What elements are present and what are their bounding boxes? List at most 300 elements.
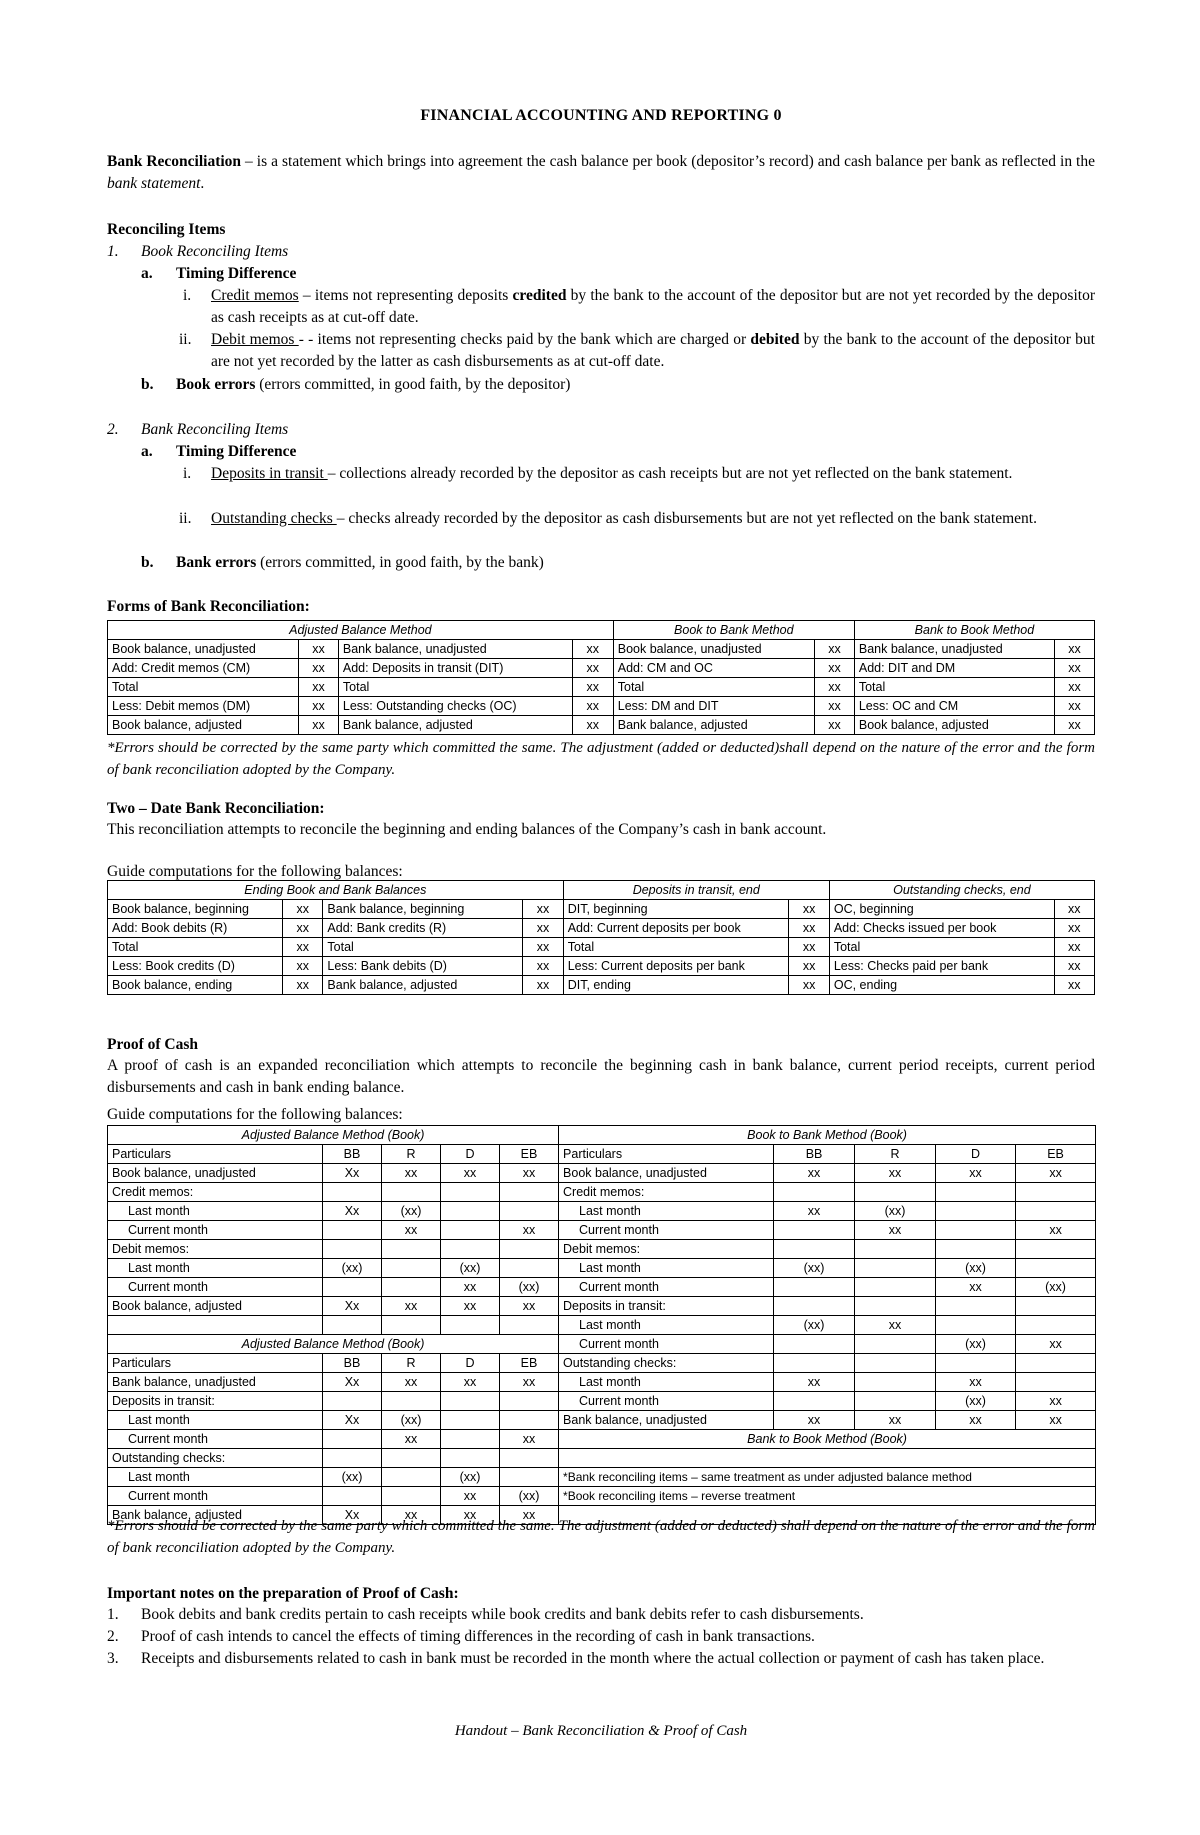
- amount-cell: xx: [1054, 938, 1094, 957]
- amount-cell: R: [382, 1354, 441, 1373]
- amount-cell: [441, 1202, 500, 1221]
- forms-row: [108, 659, 1095, 678]
- amount-cell: [500, 1468, 559, 1487]
- amount-cell: xx: [1055, 659, 1095, 678]
- amount-cell: (xx): [441, 1468, 500, 1487]
- proof-row: [108, 1430, 1096, 1449]
- amount-cell: [936, 1354, 1016, 1373]
- label-cell: Bank balance, adjusted: [613, 716, 814, 735]
- amount-cell: xx: [500, 1221, 559, 1240]
- amount-cell: xx: [815, 678, 855, 697]
- label-cell: Book balance, unadjusted: [108, 640, 299, 659]
- amount-cell: [1016, 1373, 1096, 1392]
- proof-note-cell: *Bank reconciling items – same treatment as under adjusted balance method: [559, 1468, 1096, 1487]
- amount-cell: [936, 1240, 1016, 1259]
- page-title: FINANCIAL ACCOUNTING AND REPORTING 0: [420, 107, 782, 124]
- amount-cell: xx: [441, 1506, 500, 1525]
- debit-bold: debited: [750, 331, 800, 348]
- two-date-row: [108, 900, 1095, 919]
- amount-cell: xx: [299, 659, 339, 678]
- amount-cell: [936, 1221, 1016, 1240]
- forms-heading: Forms of Bank Reconciliation:: [107, 598, 310, 615]
- label-cell: Less: Current deposits per bank: [563, 957, 789, 976]
- label-cell: Bank balance, unadjusted: [854, 640, 1054, 659]
- amount-cell: xx: [1054, 957, 1094, 976]
- amount-cell: xx: [500, 1297, 559, 1316]
- amount-cell: xx: [774, 1164, 855, 1183]
- label-cell: Less: Debit memos (DM): [108, 697, 299, 716]
- amount-cell: [323, 1221, 382, 1240]
- proof-row: [108, 1259, 1096, 1278]
- amount-cell: xx: [299, 697, 339, 716]
- amount-cell: xx: [299, 716, 339, 735]
- page-footer: Handout – Bank Reconciliation & Proof of Cash: [454, 1723, 748, 1739]
- label-cell: Total: [108, 678, 299, 697]
- label-cell: Less: Checks paid per bank: [829, 957, 1054, 976]
- amount-cell: [1016, 1202, 1096, 1221]
- amount-cell: [382, 1487, 441, 1506]
- amount-cell: xx: [382, 1297, 441, 1316]
- book-errors-letter: b.: [141, 376, 154, 393]
- deposits-in-transit-item: [211, 463, 1095, 485]
- amount-cell: xx: [774, 1411, 855, 1430]
- bank-errors-label: Bank errors: [176, 554, 257, 571]
- amount-cell: Xx: [323, 1411, 382, 1430]
- label-cell: Less: Book credits (D): [108, 957, 283, 976]
- label-cell: Add: Deposits in transit (DIT): [338, 659, 572, 678]
- label-cell: Bank balance, unadjusted: [338, 640, 572, 659]
- outstanding-checks-item: [211, 508, 1095, 530]
- label-cell: Bank balance, beginning: [323, 900, 523, 919]
- amount-cell: [855, 1392, 936, 1411]
- amount-cell: xx: [441, 1373, 500, 1392]
- amount-cell: [1016, 1297, 1096, 1316]
- label-cell: Book balance, unadjusted: [613, 640, 814, 659]
- particulars-cell: Last month: [108, 1259, 323, 1278]
- amount-cell: xx: [382, 1221, 441, 1240]
- two-date-header: Ending Book and Bank Balances: [108, 881, 564, 900]
- bank-num: 2.: [107, 421, 119, 438]
- particulars-cell: Last month: [559, 1202, 774, 1221]
- label-cell: DIT, beginning: [563, 900, 789, 919]
- amount-cell: [1016, 1354, 1096, 1373]
- amount-cell: xx: [572, 659, 613, 678]
- amount-cell: [774, 1221, 855, 1240]
- label-cell: Total: [854, 678, 1054, 697]
- label-cell: Add: Book debits (R): [108, 919, 283, 938]
- book-label: Book Reconciling Items: [141, 243, 289, 260]
- particulars-cell: Deposits in transit:: [559, 1297, 774, 1316]
- amount-cell: xx: [1055, 678, 1095, 697]
- amount-cell: [500, 1183, 559, 1202]
- proof-row: [108, 1468, 1096, 1487]
- two-date-row: [108, 957, 1095, 976]
- proof-header-right: Book to Bank Method (Book): [559, 1126, 1096, 1145]
- particulars-cell: Book balance, adjusted: [108, 1297, 323, 1316]
- two-date-heading: Two – Date Bank Reconciliation:: [107, 800, 325, 817]
- amount-cell: [382, 1392, 441, 1411]
- amount-cell: EB: [500, 1354, 559, 1373]
- amount-cell: xx: [774, 1373, 855, 1392]
- amount-cell: Xx: [323, 1373, 382, 1392]
- amount-cell: xx: [936, 1278, 1016, 1297]
- amount-cell: R: [855, 1145, 936, 1164]
- two-date-text: This reconciliation attempts to reconcile the beginning and ending balances of the Company’s cash in bank account.: [107, 821, 827, 838]
- amount-cell: (xx): [441, 1259, 500, 1278]
- particulars-cell: Book balance, unadjusted: [559, 1164, 774, 1183]
- amount-cell: xx: [523, 976, 563, 995]
- label-cell: Bank balance, adjusted: [323, 976, 523, 995]
- intro-text: – is a statement which brings into agreement the cash balance per book (depositor’s record) and cash balance per bank as reflected in the: [241, 153, 1095, 170]
- particulars-cell: Bank balance, adjusted: [108, 1506, 323, 1525]
- debit-num: ii.: [179, 331, 192, 348]
- intro-end: .: [200, 175, 205, 192]
- amount-cell: xx: [572, 678, 613, 697]
- amount-cell: xx: [1054, 900, 1094, 919]
- label-cell: Total: [338, 678, 572, 697]
- forms-table: [107, 620, 1095, 735]
- amount-cell: xx: [299, 678, 339, 697]
- amount-cell: xx: [283, 900, 323, 919]
- proof-header-left: Adjusted Balance Method (Book): [108, 1335, 559, 1354]
- amount-cell: xx: [936, 1373, 1016, 1392]
- amount-cell: xx: [523, 919, 563, 938]
- amount-cell: [774, 1183, 855, 1202]
- note-text: Book debits and bank credits pertain to cash receipts while book credits and bank debits refer to cash disbursements.: [141, 1606, 864, 1623]
- proof-guide: Guide computations for the following balances:: [107, 1106, 403, 1123]
- oc-text: – checks already recorded by the depositor as cash disbursements but are not yet reflected on the bank statement.: [336, 510, 1037, 527]
- amount-cell: xx: [283, 938, 323, 957]
- amount-cell: [855, 1297, 936, 1316]
- forms-header: Adjusted Balance Method: [108, 621, 614, 640]
- label-cell: Add: Credit memos (CM): [108, 659, 299, 678]
- particulars-cell: Particulars: [108, 1145, 323, 1164]
- amount-cell: [855, 1373, 936, 1392]
- particulars-cell: [108, 1316, 323, 1335]
- label-cell: Book balance, beginning: [108, 900, 283, 919]
- forms-header: Bank to Book Method: [854, 621, 1094, 640]
- amount-cell: xx: [789, 900, 829, 919]
- two-date-guide: Guide computations for the following balances:: [107, 863, 403, 880]
- bank-label: Bank Reconciling Items: [141, 421, 289, 438]
- intro-paragraph: [107, 151, 1095, 195]
- amount-cell: xx: [382, 1373, 441, 1392]
- note-text: Receipts and disbursements related to cash in bank must be recorded in the month where the actual collection or payment of cash has taken place.: [141, 1650, 1045, 1667]
- book-errors-label: Book errors: [176, 376, 256, 393]
- two-date-row: [108, 919, 1095, 938]
- forms-row: [108, 716, 1095, 735]
- amount-cell: [500, 1259, 559, 1278]
- bank-errors-letter: b.: [141, 554, 154, 571]
- amount-cell: [441, 1221, 500, 1240]
- note-number: 1.: [107, 1606, 119, 1623]
- amount-cell: [936, 1316, 1016, 1335]
- credit-bold: credited: [512, 287, 567, 304]
- label-cell: Add: Current deposits per book: [563, 919, 789, 938]
- particulars-cell: Last month: [108, 1411, 323, 1430]
- amount-cell: [1016, 1259, 1096, 1278]
- amount-cell: xx: [1055, 697, 1095, 716]
- amount-cell: xx: [789, 976, 829, 995]
- label-cell: Less: OC and CM: [854, 697, 1054, 716]
- amount-cell: BB: [774, 1145, 855, 1164]
- amount-cell: [382, 1449, 441, 1468]
- amount-cell: [323, 1278, 382, 1297]
- particulars-cell: Particulars: [108, 1354, 323, 1373]
- debit-memos-item: [211, 329, 1095, 373]
- book-timing-label: Timing Difference: [176, 265, 297, 282]
- amount-cell: xx: [1016, 1335, 1096, 1354]
- amount-cell: [323, 1240, 382, 1259]
- proof-row: [108, 1240, 1096, 1259]
- label-cell: Less: Bank debits (D): [323, 957, 523, 976]
- proof-row: [108, 1373, 1096, 1392]
- two-date-row: [108, 976, 1095, 995]
- oc-term: Outstanding checks: [211, 510, 337, 527]
- amount-cell: xx: [500, 1373, 559, 1392]
- proof-row: [108, 1297, 1096, 1316]
- amount-cell: [500, 1411, 559, 1430]
- label-cell: Bank balance, adjusted: [338, 716, 572, 735]
- amount-cell: xx: [441, 1487, 500, 1506]
- amount-cell: xx: [441, 1278, 500, 1297]
- two-date-table: [107, 880, 1095, 995]
- amount-cell: xx: [382, 1430, 441, 1449]
- forms-header: Book to Bank Method: [613, 621, 854, 640]
- amount-cell: xx: [1055, 640, 1095, 659]
- amount-cell: (xx): [500, 1278, 559, 1297]
- proof-row: [108, 1183, 1096, 1202]
- dit-term: Deposits in transit: [211, 465, 328, 482]
- dit-text: – collections already recorded by the depositor as cash receipts but are not yet reflected on the bank statement.: [327, 465, 1013, 482]
- particulars-cell: Current month: [108, 1430, 323, 1449]
- amount-cell: xx: [815, 640, 855, 659]
- dit-num: i.: [183, 465, 192, 482]
- reconciling-heading: Reconciling Items: [107, 221, 226, 238]
- proof-row: [108, 1316, 1096, 1335]
- amount-cell: [441, 1316, 500, 1335]
- amount-cell: xx: [283, 957, 323, 976]
- amount-cell: xx: [936, 1411, 1016, 1430]
- amount-cell: [323, 1430, 382, 1449]
- amount-cell: [855, 1259, 936, 1278]
- credit-memos-item: [211, 285, 1095, 329]
- notes-heading: Important notes on the preparation of Proof of Cash:: [107, 1585, 459, 1602]
- label-cell: Add: DIT and DM: [854, 659, 1054, 678]
- amount-cell: xx: [774, 1202, 855, 1221]
- amount-cell: [441, 1183, 500, 1202]
- amount-cell: xx: [283, 976, 323, 995]
- amount-cell: xx: [855, 1221, 936, 1240]
- amount-cell: [382, 1183, 441, 1202]
- amount-cell: EB: [500, 1145, 559, 1164]
- amount-cell: D: [936, 1145, 1016, 1164]
- amount-cell: xx: [500, 1164, 559, 1183]
- amount-cell: [441, 1240, 500, 1259]
- amount-cell: [382, 1278, 441, 1297]
- particulars-cell: Credit memos:: [559, 1183, 774, 1202]
- debit-text-b: by the bank to the account of the depositor but are not yet recorded by the latter as cash disbursements as at cut-off date.: [211, 331, 1095, 370]
- intro-term: Bank Reconciliation: [107, 153, 242, 170]
- amount-cell: (xx): [382, 1411, 441, 1430]
- amount-cell: [323, 1392, 382, 1411]
- label-cell: Less: Outstanding checks (OC): [338, 697, 572, 716]
- amount-cell: (xx): [323, 1259, 382, 1278]
- amount-cell: Xx: [323, 1297, 382, 1316]
- amount-cell: [855, 1335, 936, 1354]
- proof-row: [108, 1354, 1096, 1373]
- particulars-cell: Last month: [559, 1259, 774, 1278]
- amount-cell: xx: [523, 938, 563, 957]
- amount-cell: xx: [1055, 716, 1095, 735]
- bank-timing-label: Timing Difference: [176, 443, 297, 460]
- particulars-cell: Credit memos:: [108, 1183, 323, 1202]
- amount-cell: R: [382, 1145, 441, 1164]
- amount-cell: xx: [572, 697, 613, 716]
- credit-num: i.: [183, 287, 192, 304]
- amount-cell: [936, 1202, 1016, 1221]
- label-cell: Total: [323, 938, 523, 957]
- particulars-cell: Book balance, unadjusted: [108, 1164, 323, 1183]
- credit-text-a: – items not representing deposits: [298, 287, 513, 304]
- particulars-cell: Current month: [559, 1335, 774, 1354]
- amount-cell: Xx: [323, 1506, 382, 1525]
- particulars-cell: Outstanding checks:: [559, 1354, 774, 1373]
- particulars-cell: Current month: [559, 1221, 774, 1240]
- amount-cell: [500, 1392, 559, 1411]
- forms-row: [108, 697, 1095, 716]
- amount-cell: [441, 1449, 500, 1468]
- proof-header-left: Adjusted Balance Method (Book): [108, 1126, 559, 1145]
- amount-cell: [323, 1183, 382, 1202]
- amount-cell: [855, 1183, 936, 1202]
- forms-row: [108, 640, 1095, 659]
- amount-cell: xx: [1016, 1411, 1096, 1430]
- proof-row: [108, 1392, 1096, 1411]
- label-cell: Add: Checks issued per book: [829, 919, 1054, 938]
- proof-text: A proof of cash is an expanded reconciliation which attempts to reconcile the beginning cash in bank balance, current period receipts, current period disbursements and cash in bank ending balance.: [107, 1057, 1095, 1096]
- proof-note-cell: [559, 1449, 1096, 1468]
- proof-heading: Proof of Cash: [107, 1036, 198, 1053]
- amount-cell: xx: [815, 716, 855, 735]
- amount-cell: xx: [382, 1164, 441, 1183]
- amount-cell: xx: [789, 919, 829, 938]
- label-cell: Less: DM and DIT: [613, 697, 814, 716]
- intro-em: bank statement: [107, 175, 201, 192]
- amount-cell: (xx): [500, 1487, 559, 1506]
- amount-cell: (xx): [936, 1335, 1016, 1354]
- amount-cell: xx: [815, 697, 855, 716]
- amount-cell: xx: [815, 659, 855, 678]
- particulars-cell: Current month: [108, 1487, 323, 1506]
- particulars-cell: Last month: [108, 1468, 323, 1487]
- amount-cell: [855, 1278, 936, 1297]
- amount-cell: xx: [1016, 1392, 1096, 1411]
- amount-cell: (xx): [774, 1316, 855, 1335]
- proof-header-right: Bank to Book Method (Book): [559, 1430, 1096, 1449]
- debit-text-a: - - items not representing checks paid by the bank which are charged or: [298, 331, 751, 348]
- particulars-cell: Bank balance, unadjusted: [559, 1411, 774, 1430]
- proof-note: *Errors should be corrected by the same party which committed the same. The adjustment (added or deducted) shall depend on the nature of the error and the form of bank reconciliation adopted by the Company.: [107, 1518, 1095, 1556]
- amount-cell: (xx): [936, 1259, 1016, 1278]
- forms-row: [108, 678, 1095, 697]
- amount-cell: (xx): [382, 1202, 441, 1221]
- debit-term: Debit memos: [211, 331, 299, 348]
- label-cell: Total: [563, 938, 789, 957]
- amount-cell: xx: [500, 1506, 559, 1525]
- particulars-cell: Debit memos:: [108, 1240, 323, 1259]
- credit-term: Credit memos: [211, 287, 299, 304]
- amount-cell: BB: [323, 1145, 382, 1164]
- two-date-row: [108, 938, 1095, 957]
- bank-timing-letter: a.: [141, 443, 153, 460]
- amount-cell: [323, 1449, 382, 1468]
- label-cell: OC, ending: [829, 976, 1054, 995]
- amount-cell: [936, 1297, 1016, 1316]
- proof-row: [108, 1278, 1096, 1297]
- two-date-header: Deposits in transit, end: [563, 881, 829, 900]
- amount-cell: (xx): [323, 1468, 382, 1487]
- amount-cell: [500, 1240, 559, 1259]
- amount-cell: [774, 1240, 855, 1259]
- forms-note: *Errors should be corrected by the same party which committed the same. The adjustment (added or deducted)shall depend on the nature of the error and the form of bank reconciliation adopted by the Company.: [107, 740, 1095, 778]
- label-cell: Book balance, adjusted: [854, 716, 1054, 735]
- particulars-cell: Particulars: [559, 1145, 774, 1164]
- amount-cell: xx: [299, 640, 339, 659]
- bank-errors-text: (errors committed, in good faith, by the bank): [256, 554, 544, 571]
- label-cell: Book balance, ending: [108, 976, 283, 995]
- amount-cell: [382, 1240, 441, 1259]
- particulars-cell: Bank balance, unadjusted: [108, 1373, 323, 1392]
- amount-cell: [855, 1354, 936, 1373]
- particulars-cell: Last month: [559, 1316, 774, 1335]
- book-num: 1.: [107, 243, 119, 260]
- amount-cell: [1016, 1316, 1096, 1335]
- proof-row: [108, 1449, 1096, 1468]
- amount-cell: xx: [441, 1164, 500, 1183]
- proof-row: [108, 1335, 1096, 1354]
- particulars-cell: Current month: [108, 1278, 323, 1297]
- proof-row: [108, 1411, 1096, 1430]
- proof-row: [108, 1145, 1096, 1164]
- oc-num: ii.: [179, 510, 192, 527]
- amount-cell: xx: [855, 1164, 936, 1183]
- amount-cell: xx: [936, 1164, 1016, 1183]
- amount-cell: [441, 1392, 500, 1411]
- label-cell: Total: [613, 678, 814, 697]
- proof-row: [108, 1202, 1096, 1221]
- amount-cell: xx: [855, 1411, 936, 1430]
- amount-cell: D: [441, 1145, 500, 1164]
- amount-cell: [774, 1335, 855, 1354]
- amount-cell: [382, 1468, 441, 1487]
- amount-cell: [500, 1202, 559, 1221]
- two-date-header: Outstanding checks, end: [829, 881, 1094, 900]
- particulars-cell: Debit memos:: [559, 1240, 774, 1259]
- amount-cell: xx: [789, 957, 829, 976]
- label-cell: OC, beginning: [829, 900, 1054, 919]
- label-cell: Total: [108, 938, 283, 957]
- amount-cell: EB: [1016, 1145, 1096, 1164]
- particulars-cell: Current month: [559, 1392, 774, 1411]
- amount-cell: [774, 1297, 855, 1316]
- amount-cell: [441, 1430, 500, 1449]
- amount-cell: xx: [523, 900, 563, 919]
- amount-cell: (xx): [1016, 1278, 1096, 1297]
- book-errors-item: [176, 374, 570, 396]
- label-cell: DIT, ending: [563, 976, 789, 995]
- particulars-cell: Deposits in transit:: [108, 1392, 323, 1411]
